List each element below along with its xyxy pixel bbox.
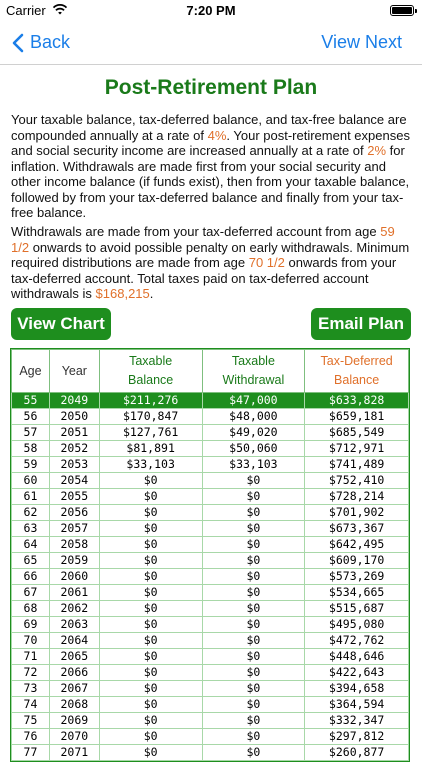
cell-year: 2060 xyxy=(49,569,99,585)
cell-withdrawal: $0 xyxy=(202,569,305,585)
back-button[interactable] xyxy=(12,32,70,53)
cell-deferred: $515,687 xyxy=(305,601,409,617)
table-row[interactable] xyxy=(12,489,409,505)
cell-age: 57 xyxy=(12,425,50,441)
cell-year: 2054 xyxy=(49,473,99,489)
cell-year: 2071 xyxy=(49,745,99,761)
cell-age: 60 xyxy=(12,473,50,489)
cell-age: 64 xyxy=(12,537,50,553)
cell-year: 2063 xyxy=(49,617,99,633)
cell-age: 55 xyxy=(12,393,50,409)
cell-age: 59 xyxy=(12,457,50,473)
cell-year: 2062 xyxy=(49,601,99,617)
cell-deferred: $495,080 xyxy=(305,617,409,633)
para2-text-b: onwards to avoid possible penalty on early withdrawals. Minimum required distributions are made from age xyxy=(11,239,410,270)
table-row[interactable] xyxy=(12,441,409,457)
view-next-button[interactable]: View Next xyxy=(321,32,402,52)
cell-age: 61 xyxy=(12,489,50,505)
withdrawal-description xyxy=(11,224,413,302)
cell-age: 62 xyxy=(12,505,50,521)
cell-age: 56 xyxy=(12,409,50,425)
cell-withdrawal: $48,000 xyxy=(202,409,305,425)
cell-taxable: $0 xyxy=(99,713,202,729)
cell-taxable: $0 xyxy=(99,489,202,505)
view-chart-button[interactable]: View Chart xyxy=(11,308,111,340)
cell-year: 2066 xyxy=(49,665,99,681)
table-row[interactable] xyxy=(12,457,409,473)
para1-text-c: for inflation. Withdrawals are made first from your social security and other income balance (if funds exist), then from your taxable balance, followed by from your tax-deferred balance and finally from your tax-free balance. xyxy=(11,143,410,220)
table-row[interactable] xyxy=(12,505,409,521)
withdrawal-start-age: 59 1/2 xyxy=(11,224,395,255)
cell-withdrawal: $50,060 xyxy=(202,441,305,457)
cell-year: 2061 xyxy=(49,585,99,601)
cell-deferred: $448,646 xyxy=(305,649,409,665)
cell-taxable: $0 xyxy=(99,537,202,553)
cell-year: 2069 xyxy=(49,713,99,729)
cell-year: 2052 xyxy=(49,441,99,457)
cell-taxable: $81,891 xyxy=(99,441,202,457)
email-plan-button[interactable]: Email Plan xyxy=(311,308,411,340)
table-row[interactable] xyxy=(12,409,409,425)
table-header-row xyxy=(12,350,409,393)
table-row[interactable] xyxy=(12,681,409,697)
cell-withdrawal: $0 xyxy=(202,537,305,553)
cell-taxable: $0 xyxy=(99,745,202,761)
cell-withdrawal: $0 xyxy=(202,601,305,617)
cell-deferred: $701,902 xyxy=(305,505,409,521)
cell-year: 2065 xyxy=(49,649,99,665)
cell-deferred: $642,495 xyxy=(305,537,409,553)
carrier-label: Carrier xyxy=(6,3,46,18)
para1-text-b: . Your post-retirement expenses and social security income are increased annually at a rate of xyxy=(11,127,410,158)
table-row[interactable] xyxy=(12,729,409,745)
cell-year: 2049 xyxy=(49,393,99,409)
cell-taxable: $0 xyxy=(99,569,202,585)
cell-age: 77 xyxy=(12,745,50,761)
cell-deferred: $260,877 xyxy=(305,745,409,761)
cell-taxable: $0 xyxy=(99,649,202,665)
table-row[interactable] xyxy=(12,393,409,409)
cell-withdrawal: $47,000 xyxy=(202,393,305,409)
cell-withdrawal: $0 xyxy=(202,505,305,521)
cell-deferred: $534,665 xyxy=(305,585,409,601)
cell-deferred: $332,347 xyxy=(305,713,409,729)
cell-taxable: $0 xyxy=(99,601,202,617)
cell-taxable: $170,847 xyxy=(99,409,202,425)
cell-age: 72 xyxy=(12,665,50,681)
cell-taxable: $0 xyxy=(99,681,202,697)
header-age: Age xyxy=(12,350,50,393)
para1-text-a: Your taxable balance, tax-deferred balance, and tax-free balance are compounded annually at a rate of xyxy=(11,112,407,143)
cell-withdrawal: $0 xyxy=(202,745,305,761)
cell-deferred: $609,170 xyxy=(305,553,409,569)
cell-taxable: $0 xyxy=(99,633,202,649)
cell-taxable: $0 xyxy=(99,521,202,537)
cell-taxable: $211,276 xyxy=(99,393,202,409)
cell-year: 2058 xyxy=(49,537,99,553)
header-taxable-balance: Taxable Balance xyxy=(99,350,202,393)
cell-age: 71 xyxy=(12,649,50,665)
cell-age: 63 xyxy=(12,521,50,537)
cell-withdrawal: $0 xyxy=(202,729,305,745)
cell-withdrawal: $0 xyxy=(202,521,305,537)
cell-withdrawal: $0 xyxy=(202,697,305,713)
compound-rate: 4% xyxy=(207,127,227,143)
page-title: Post-Retirement Plan xyxy=(104,76,318,99)
table-row[interactable] xyxy=(12,665,409,681)
cell-age: 68 xyxy=(12,601,50,617)
table-row[interactable] xyxy=(12,697,409,713)
cell-deferred: $394,658 xyxy=(305,681,409,697)
para2-text-c: onwards from your tax-deferred account. Total taxes paid on tax-deferred account withdrawals is xyxy=(11,255,397,301)
cell-year: 2051 xyxy=(49,425,99,441)
cell-withdrawal: $0 xyxy=(202,649,305,665)
para2-text-a: Withdrawals are made from your tax-deferred account from age xyxy=(11,224,381,239)
cell-withdrawal: $0 xyxy=(202,553,305,569)
para2-text-d: . xyxy=(149,286,154,301)
cell-year: 2053 xyxy=(49,457,99,473)
cell-age: 58 xyxy=(12,441,50,457)
cell-withdrawal: $0 xyxy=(202,585,305,601)
table-row[interactable] xyxy=(12,649,409,665)
header-year: Year xyxy=(49,350,99,393)
battery-icon xyxy=(390,5,414,16)
header-tax-deferred-balance: Tax-Deferred Balance xyxy=(305,350,409,393)
plan-table[interactable] xyxy=(10,348,410,762)
chevron-left-icon xyxy=(12,33,24,53)
compounding-description xyxy=(11,112,413,221)
cell-deferred: $673,367 xyxy=(305,521,409,537)
cell-year: 2067 xyxy=(49,681,99,697)
table-row[interactable] xyxy=(12,745,409,761)
cell-taxable: $0 xyxy=(99,697,202,713)
cell-withdrawal: $0 xyxy=(202,617,305,633)
cell-deferred: $472,762 xyxy=(305,633,409,649)
cell-year: 2059 xyxy=(49,553,99,569)
cell-deferred: $728,214 xyxy=(305,489,409,505)
cell-withdrawal: $0 xyxy=(202,681,305,697)
cell-age: 67 xyxy=(12,585,50,601)
cell-age: 69 xyxy=(12,617,50,633)
rmd-age: 70 1/2 xyxy=(248,255,285,270)
cell-taxable: $0 xyxy=(99,505,202,521)
table-row[interactable] xyxy=(12,585,409,601)
cell-withdrawal: $0 xyxy=(202,473,305,489)
status-bar xyxy=(0,0,422,20)
cell-taxable: $127,761 xyxy=(99,425,202,441)
cell-year: 2056 xyxy=(49,505,99,521)
cell-age: 74 xyxy=(12,697,50,713)
navigation-bar xyxy=(0,20,422,65)
cell-deferred: $573,269 xyxy=(305,569,409,585)
cell-taxable: $0 xyxy=(99,665,202,681)
cell-deferred: $364,594 xyxy=(305,697,409,713)
cell-deferred: $633,828 xyxy=(305,393,409,409)
table-row[interactable] xyxy=(12,521,409,537)
cell-year: 2055 xyxy=(49,489,99,505)
cell-deferred: $741,489 xyxy=(305,457,409,473)
cell-withdrawal: $0 xyxy=(202,633,305,649)
cell-age: 76 xyxy=(12,729,50,745)
table-row[interactable] xyxy=(12,617,409,633)
cell-age: 66 xyxy=(12,569,50,585)
table-row[interactable] xyxy=(12,425,409,441)
cell-taxable: $0 xyxy=(99,473,202,489)
table-row[interactable] xyxy=(12,713,409,729)
table-row[interactable] xyxy=(12,601,409,617)
cell-taxable: $33,103 xyxy=(99,457,202,473)
cell-year: 2050 xyxy=(49,409,99,425)
cell-deferred: $422,643 xyxy=(305,665,409,681)
table-row[interactable] xyxy=(12,633,409,649)
cell-year: 2068 xyxy=(49,697,99,713)
cell-deferred: $297,812 xyxy=(305,729,409,745)
back-label: Back xyxy=(30,32,71,52)
cell-taxable: $0 xyxy=(99,729,202,745)
cell-deferred: $752,410 xyxy=(305,473,409,489)
cell-taxable: $0 xyxy=(99,585,202,601)
cell-deferred: $685,549 xyxy=(305,425,409,441)
table-row[interactable] xyxy=(12,473,409,489)
cell-withdrawal: $49,020 xyxy=(202,425,305,441)
cell-age: 73 xyxy=(12,681,50,697)
inflation-rate: 2% xyxy=(367,143,387,158)
table-row[interactable] xyxy=(12,553,409,569)
cell-age: 75 xyxy=(12,713,50,729)
cell-deferred: $712,971 xyxy=(305,441,409,457)
cell-year: 2057 xyxy=(49,521,99,537)
cell-age: 70 xyxy=(12,633,50,649)
cell-withdrawal: $0 xyxy=(202,665,305,681)
cell-withdrawal: $33,103 xyxy=(202,457,305,473)
cell-withdrawal: $0 xyxy=(202,489,305,505)
table-row[interactable] xyxy=(12,569,409,585)
cell-year: 2070 xyxy=(49,729,99,745)
header-taxable-withdrawal: Taxable Withdrawal xyxy=(202,350,305,393)
cell-deferred: $659,181 xyxy=(305,409,409,425)
cell-taxable: $0 xyxy=(99,617,202,633)
cell-taxable: $0 xyxy=(99,553,202,569)
clock: 7:20 PM xyxy=(186,3,236,18)
table-row[interactable] xyxy=(12,537,409,553)
total-taxes: $168,215 xyxy=(95,286,150,301)
cell-year: 2064 xyxy=(49,633,99,649)
cell-withdrawal: $0 xyxy=(202,713,305,729)
cell-age: 65 xyxy=(12,553,50,569)
